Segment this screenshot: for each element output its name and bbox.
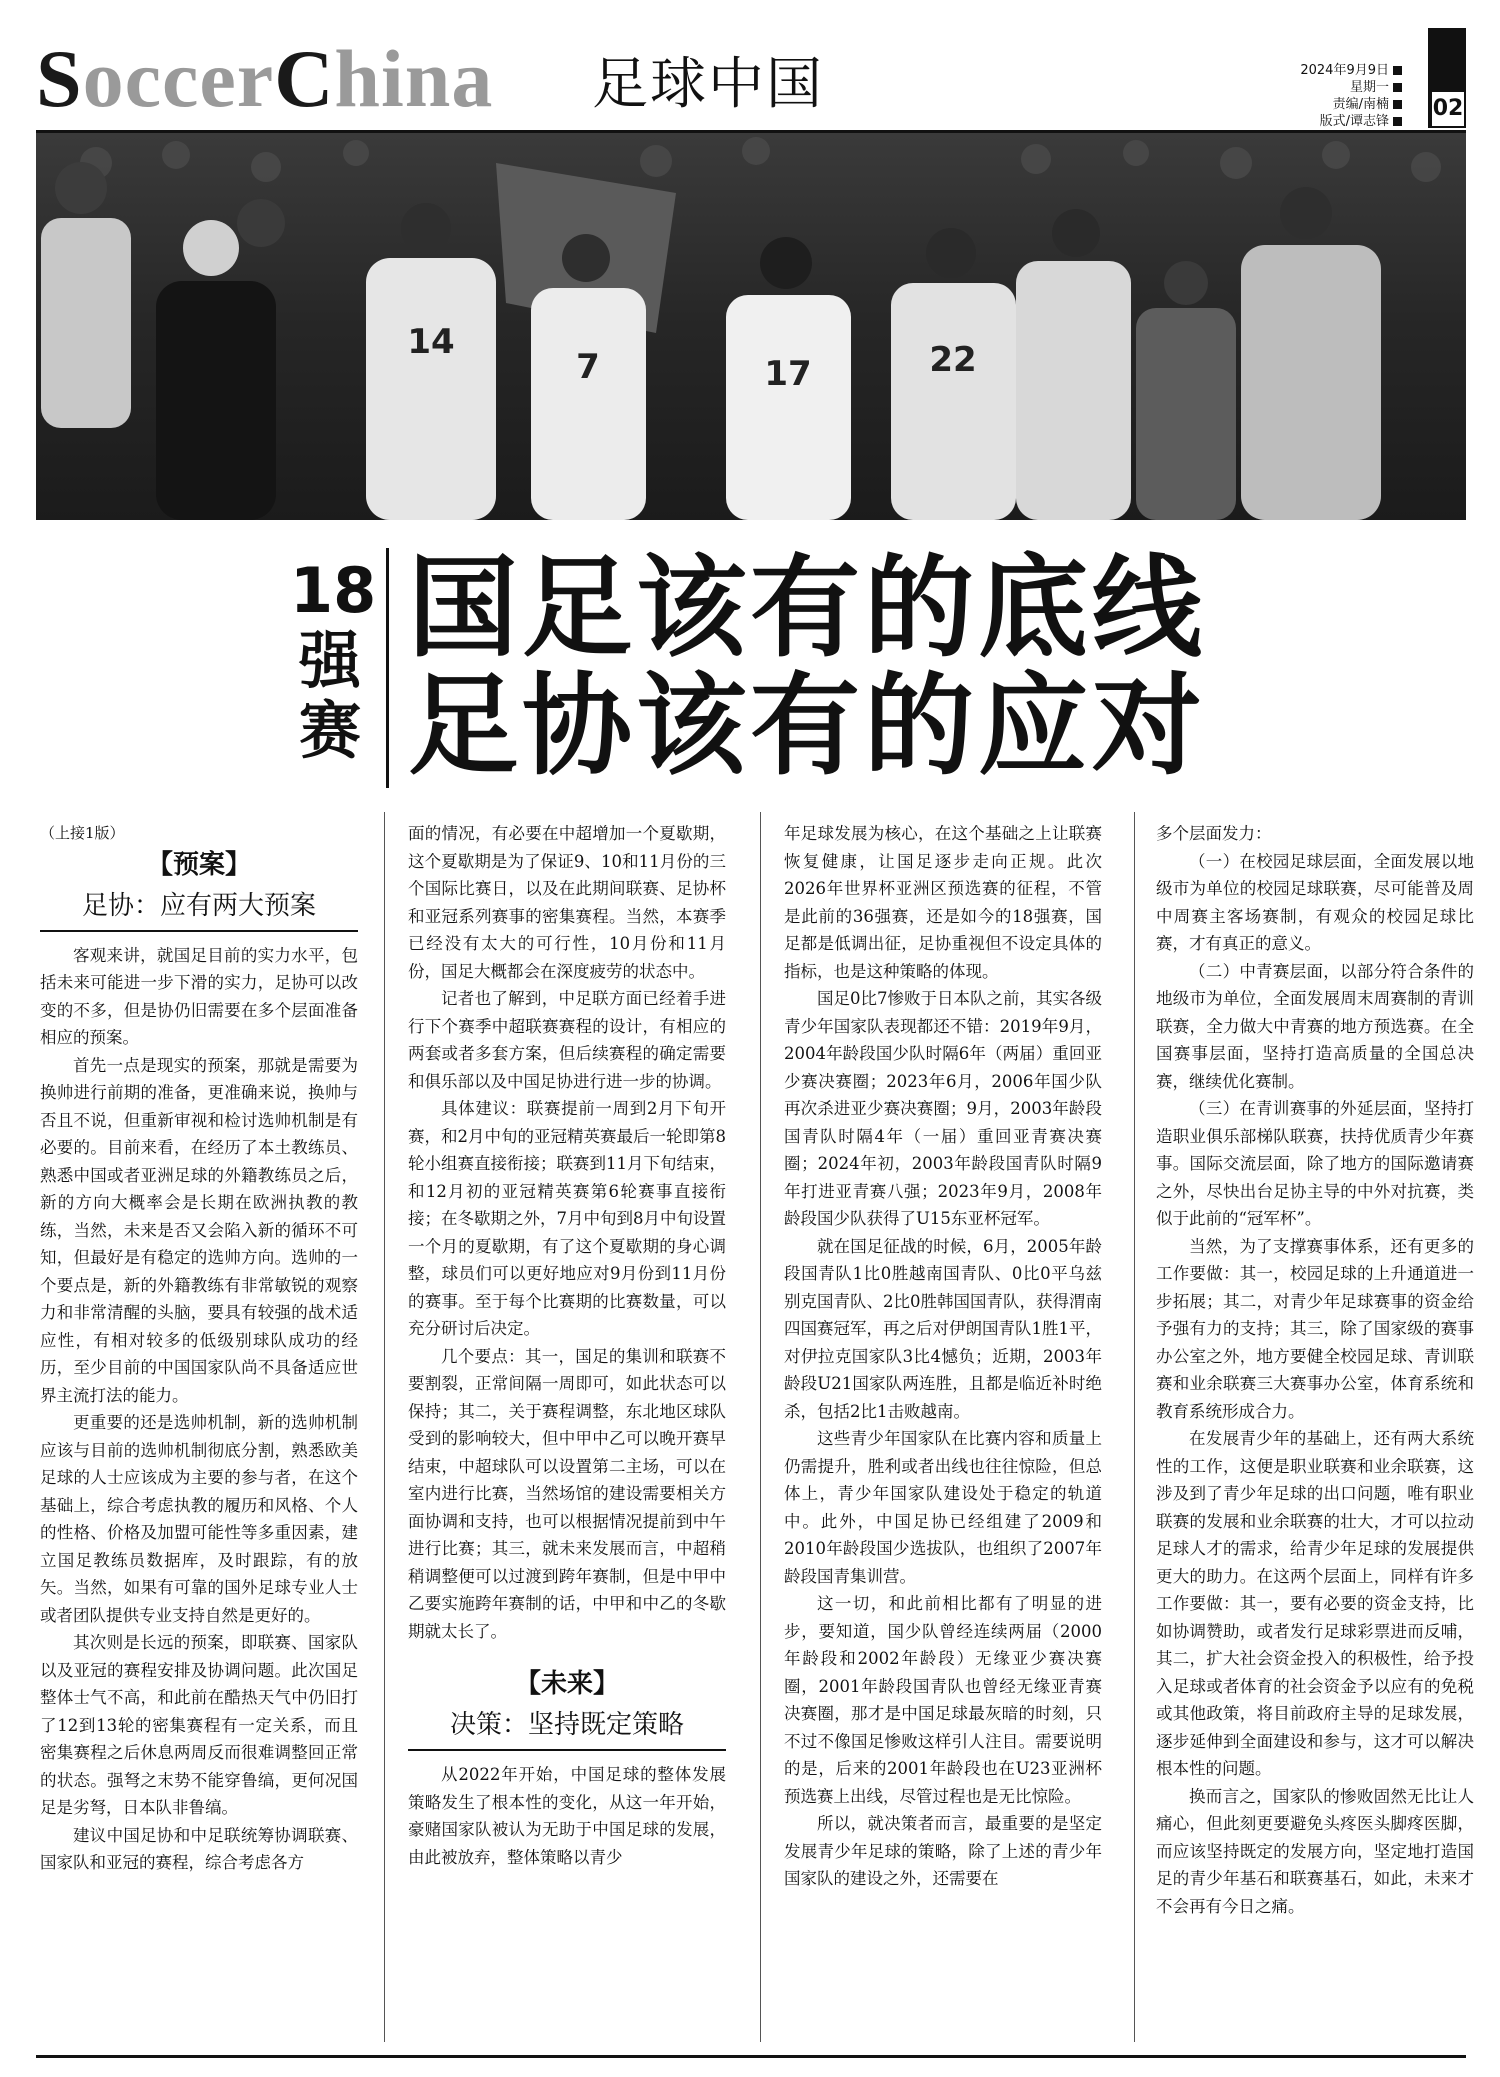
paragraph: 客观来讲，就国足目前的实力水平，包括未来可能进一步下滑的实力，足协可以改变的不多，但是协仍旧需要在多个层面准备相应的预案。 (40, 945, 358, 1047)
column-divider (1134, 812, 1135, 2042)
paragraph: 其次则是长远的预案，即联赛、国家队以及亚冠的赛程安排及协调问题。此次国足整体士气不高，和此前在酷热天气中仍旧打了12到13轮的密集赛程有一定关系，而且密集赛程之后休息两周反而很难调整回正常的状态。强弩之末势不能穿鲁缟，更何况国足是劣弩，日本队非鲁缟。 (40, 1633, 358, 1817)
brand-letter-s: S (36, 33, 83, 124)
paragraph: 在发展青少年的基础上，还有两大系统性的工作，这便是职业联赛和业余联赛，这涉及到了青少年足球的出口问题，唯有职业联赛的发展和业余联赛的壮大，才可以拉动足球人才的需求，给青少年足球的发展提供更大的助力。在这两个层面上，同样有许多工作要做：其一，要有必要的资金支持，比如协调赞助，或者发行足球彩票进而反哺，其二，扩大社会资金投入的积极性，给予投入足球或者体育的社会资金予以应有的免税或其他政策，将目前政府主导的足球发展，逐步延伸到全面建设和参与，这才可以解决根本性的问题。 (1156, 1429, 1474, 1778)
paragraph: 面的情况，有必要在中超增加一个夏歇期，这个夏歇期是为了保证9、10和11月份的三个国际比赛日，以及在此期间联赛、足协杯和亚冠系列赛事的密集赛程。当然，本赛季已经没有太大的可行性，10月份和11月份，国足大概都会在深度疲劳的状态中。 (408, 824, 726, 981)
jersey-number-14: 14 (407, 322, 455, 362)
brand-letter-c: C (274, 33, 335, 124)
headline-divider (386, 548, 389, 788)
section-subtitle-plan: 足协：应有两大预案 (40, 886, 358, 932)
paragraph: 这些青少年国家队在比赛内容和质量上仍需提升，胜利或者出线也往往惊险，但总体上，青少年国家队建设处于稳定的轨道中。此外，中国足协已经组建了2009和2010年龄段国少选拔队，也组织了2007年龄段国青集训营。 (784, 1429, 1102, 1586)
column-divider (384, 812, 385, 2042)
team-photo-illustration (36, 133, 1466, 520)
paragraph: （三）在青训赛事的外延层面，坚持打造职业俱乐部梯队联赛，扶持优质青少年赛事。国际交流层面，除了地方的国际邀请赛之外，尽快出台足协主导的中外对抗赛，类似于此前的“冠军杯”。 (1156, 1099, 1474, 1228)
page-number: 02 (1430, 90, 1466, 128)
paragraph: 几个要点：其一，国足的集训和联赛不要割裂，正常间隔一周即可，如此状态可以保持；其二，关于赛程调整，东北地区球队受到的影响较大，但中甲中乙可以晚开赛早结束，中超球队可以设置第二主场，可以在室内进行比赛，当然场馆的建设需要相关方面协调和支持，也可以根据情况提前到中午进行比赛；其三，就未来发展而言，中超稍稍调整便可以过渡到跨年赛制，但是中甲中乙要实施跨年赛制的话，中甲和中乙的冬歇期就太长了。 (408, 1346, 726, 1641)
article-column-3 (784, 820, 1102, 1893)
continued-note: （上接1版） (40, 824, 125, 842)
team-photo (36, 133, 1466, 520)
paragraph: 多个层面发力： (1156, 824, 1272, 843)
brand-hina: hina (334, 33, 494, 124)
column-divider (760, 812, 761, 2042)
jersey-number-7: 7 (576, 347, 600, 387)
paragraph: 从2022年开始，中国足球的整体发展策略发生了根本性的变化，从这一年开始，豪赌国家队被认为无助于中国足球的发展，由此被放弃，整体策略以青少 (408, 1765, 726, 1867)
paragraph: 更重要的还是选帅机制，新的选帅机制应该与目前的选帅机制彻底分割，熟悉欧美足球的人士应该成为主要的参与者，在这个基础上，综合考虑执教的履历和风格、个人的性格、价格及加盟可能性等多重因素，建立国足教练员数据库，及时跟踪，有的放矢。当然，如果有可靠的国外足球专业人士或者团队提供专业支持自然是更好的。 (40, 1413, 358, 1625)
paragraph: 所以，就决策者而言，最重要的是坚定发展青少年足球的策略，除了上述的青少年国家队的建设之外，还需要在 (784, 1814, 1102, 1888)
kicker-line-3: 赛 (298, 694, 361, 767)
dateline (1300, 62, 1402, 130)
masthead (36, 28, 1466, 128)
jersey-number-22: 22 (929, 340, 977, 380)
brand-occer: occer (82, 33, 275, 124)
bottom-rule (36, 2055, 1466, 2058)
kicker-line-1: 18 (290, 554, 377, 627)
brand-logo (36, 34, 493, 124)
section-tag-plan: 【预案】 (146, 849, 251, 880)
paragraph: 记者也了解到，中足联方面已经着手进行下个赛季中超联赛赛程的设计，有相应的两套或者多套方案，但后续赛程的确定需要和俱乐部以及中国足协进行进一步的协调。 (408, 989, 726, 1091)
paragraph: 建议中国足协和中足联统筹协调联赛、国家队和亚冠的赛程，综合考虑各方 (40, 1825, 358, 1872)
paragraph: 就在国足征战的时候，6月，2005年龄段国青队1比0胜越南国青队、0比0平乌兹别克国青队、2比0胜韩国国青队，获得渭南四国赛冠军，再之后对伊朗国青队1胜1平，对伊拉克国家队3比4憾负；近期，2003年龄段U21国家队两连胜，且都是临近补时绝杀，包括2比1击败越南。 (784, 1236, 1102, 1421)
editors-text: 责编/南楠 (1300, 96, 1402, 113)
article-column-4 (1156, 820, 1474, 1920)
section-subtitle-future: 决策：坚持既定策略 (408, 1705, 726, 1751)
paragraph: 首先一点是现实的预案，那就是需要为换帅进行前期的准备，更准确来说，换帅与否且不说，但重新审视和检讨选帅机制是有必要的。目前来看，在经历了本土教练员、熟悉中国或者亚洲足球的外籍教练员之后，新的方向大概率会是长期在欧洲执教的教练，当然，未来是否又会陷入新的循环不可知，但最好是有稳定的选帅方向。选帅的一个要点是，新的外籍教练有非常敏锐的观察力和非常清醒的头脑，要具有较强的战术适应性，有相对较多的低级别球队成功的经历，至少目前的中国国家队尚不具备适应世界主流打法的能力。 (40, 1055, 358, 1405)
kicker-line-2: 强 (298, 624, 361, 697)
weekday-text: 星期一 (1300, 79, 1402, 96)
paragraph: 当然，为了支撑赛事体系，还有更多的工作要做：其一，校园足球的上升通道进一步拓展；其二，对青少年足球赛事的资金给予强有力的支持；其三，除了国家级的赛事办公室之外，地方要健全校园足球、青训联赛和业余联赛三大赛事办公室，体育系统和教育系统形成合力。 (1156, 1236, 1474, 1421)
headline-line-1: 国足该有的底线 (408, 543, 1206, 672)
paragraph: （二）中青赛层面，以部分符合条件的地级市为单位，全面发展周末周赛制的青训联赛，全力做大中青赛的地方预选赛。在全国赛事层面，坚持打造高质量的全国总决赛，继续优化赛制。 (1156, 961, 1474, 1091)
paragraph: （一）在校园足球层面，全面发展以地级市为单位的校园足球联赛，尽可能普及周中周赛主客场赛制，有观众的校园足球比赛，才有真正的意义。 (1156, 851, 1474, 953)
headline-block (290, 543, 1250, 798)
headline-kicker (290, 554, 377, 767)
date-text: 2024年9月9日 (1300, 62, 1402, 79)
article-column-1 (40, 820, 358, 1877)
section-tag-future: 【未来】 (514, 1669, 619, 1699)
brand-chinese-title: 足球中国 (592, 52, 824, 117)
jersey-number-17: 17 (764, 354, 812, 394)
paragraph: 具体建议：联赛提前一周到2月下旬开赛，和2月中旬的亚冠精英赛最后一轮即第8轮小组赛直接衔接；联赛到11月下旬结束，和12月初的亚冠精英赛第6轮赛事直接衔接；在冬歇期之外，7月中旬到8月中旬设置一个月的夏歇期，有了这个夏歇期的身心调整，球员们可以更好地应对9月份到11月份的赛事。至于每个比赛期的比赛数量，可以充分研讨后决定。 (408, 1099, 726, 1338)
paragraph: 换而言之，国家队的惨败固然无比让人痛心，但此刻更要避免头疼医头脚疼医脚，而应该坚持既定的发展方向，坚定地打造国足的青少年基石和联赛基石，如此，未来才不会再有今日之痛。 (1156, 1786, 1474, 1916)
page-number-stripe (1430, 28, 1466, 90)
page-number-box (1428, 28, 1466, 128)
paragraph: 国足0比7惨败于日本队之前，其实各级青少年国家队表现都还不错：2019年9月，2004年龄段国少队时隔6年（两届）重回亚少赛决赛圈；2023年6月，2006年国少队再次杀进亚少赛决赛圈；9月，2003年龄段国青队时隔4年（一届）重回亚青赛决赛圈；2024年初，2003年龄段国青队时隔9年打进亚青赛八强；2023年9月，2008年龄段国少队获得了U15东亚杯冠军。 (784, 989, 1102, 1228)
layout-credit: 版式/谭志锋 (1300, 113, 1402, 130)
paragraph: 这一切，和此前相比都有了明显的进步，要知道，国少队曾经连续两届（2000年龄段和2002年龄段）无缘亚少赛决赛圈，2001年龄段国青队也曾经无缘亚青赛决赛圈，那才是中国足球最灰暗的时刻，只不过不像国足惨败这样引人注目。需要说明的是，后来的2001年龄段也在U23亚洲杯预选赛上出线，尽管过程也是无比惊险。 (784, 1594, 1102, 1806)
article-column-2 (408, 820, 726, 1871)
paragraph: 年足球发展为核心，在这个基础之上让联赛恢复健康，让国足逐步走向正规。此次2026年世界杯亚洲区预选赛的征程，不管是此前的36强赛，还是如今的18强赛，国足都是低调出征，足协重视但不设定具体的指标，也是这种策略的体现。 (784, 824, 1102, 981)
headline-line-2: 足协该有的应对 (408, 661, 1206, 790)
